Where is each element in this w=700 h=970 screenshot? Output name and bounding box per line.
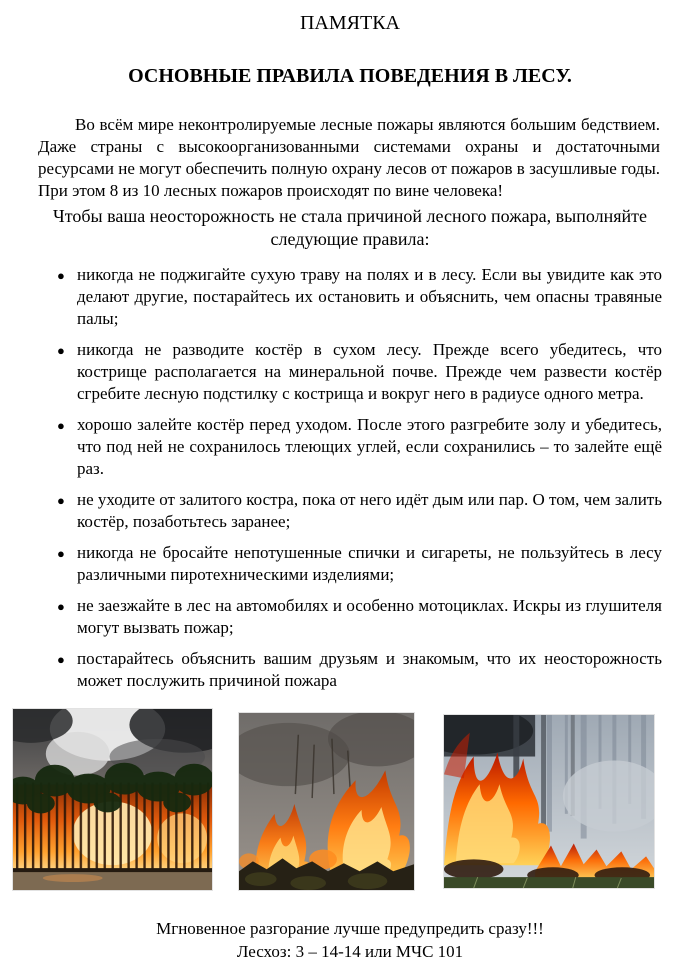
rule-item-2: ● никогда не разводите костёр в сухом лесу. Прежде всего убедитесь, что кострище располагается на минеральной почве. Прежде чем развести костёр сгребите лесную подстилку с кострища и вокруг него в радиусе одного метра. <box>77 339 662 405</box>
call-to-action-paragraph: Чтобы ваша неосторожность не стала причиной лесного пожара, выполняйте следующие правила: <box>53 206 647 249</box>
grass-fire-photo <box>238 712 415 891</box>
rule-item-4: ● не уходите от залитого костра, пока от него идёт дым или пар. О том, чем залить костёр, позаботьтесь заранее; <box>77 489 662 533</box>
footer <box>0 917 700 963</box>
rules-list <box>0 264 700 692</box>
forest-fire-in-smoke-photo <box>443 714 655 889</box>
rule-item-1: ● никогда не поджигайте сухую траву на полях и в лесу. Если вы увидите как это делают другие, постарайтесь их остановить и объяснить, чем опасны травяные палы; <box>77 264 662 330</box>
page-title: ПАМЯТКА <box>299 12 400 34</box>
footer-warning: Мгновенное разгорание лучше предупредить сразу!!! <box>156 919 544 938</box>
rule-item-3: ● хорошо залейте костёр перед уходом. После этого разгребите золу и убедитесь, что под ней не сохранилось тлеющих углей, если сохранились – то залейте ещё раз. <box>77 414 662 480</box>
rule-item-5: ● никогда не бросайте непотушенные спички и сигареты, не пользуйтесь в лесу различными пиротехническими изделиями; <box>77 542 662 586</box>
page-subtitle: ОСНОВНЫЕ ПРАВИЛА ПОВЕДЕНИЯ В ЛЕСУ. <box>128 65 572 87</box>
rule-item-7: ● постарайтесь объяснить вашим друзьям и знакомым, что их неосторожность может послужить причиной пожара <box>77 648 662 692</box>
burning-forest-photo <box>12 708 213 891</box>
intro-paragraph: Во всём мире неконтролируемые лесные пожары являются большим бедствием. Даже страны с высокоорганизованными системами охраны и достаточными ресурсами не могут обеспечить полную охрану лесов от пожаров в засушливые годы. При этом 8 из 10 лесных пожаров происходят по вине человека! <box>38 115 660 200</box>
rule-item-6: ● не заезжайте в лес на автомобилях и особенно мотоциклах. Искры из глушителя могут вызвать пожар; <box>77 595 662 639</box>
footer-contacts: Лесхоз: 3 – 14-14 или МЧС 101 <box>236 942 464 961</box>
photo-row <box>12 708 655 891</box>
